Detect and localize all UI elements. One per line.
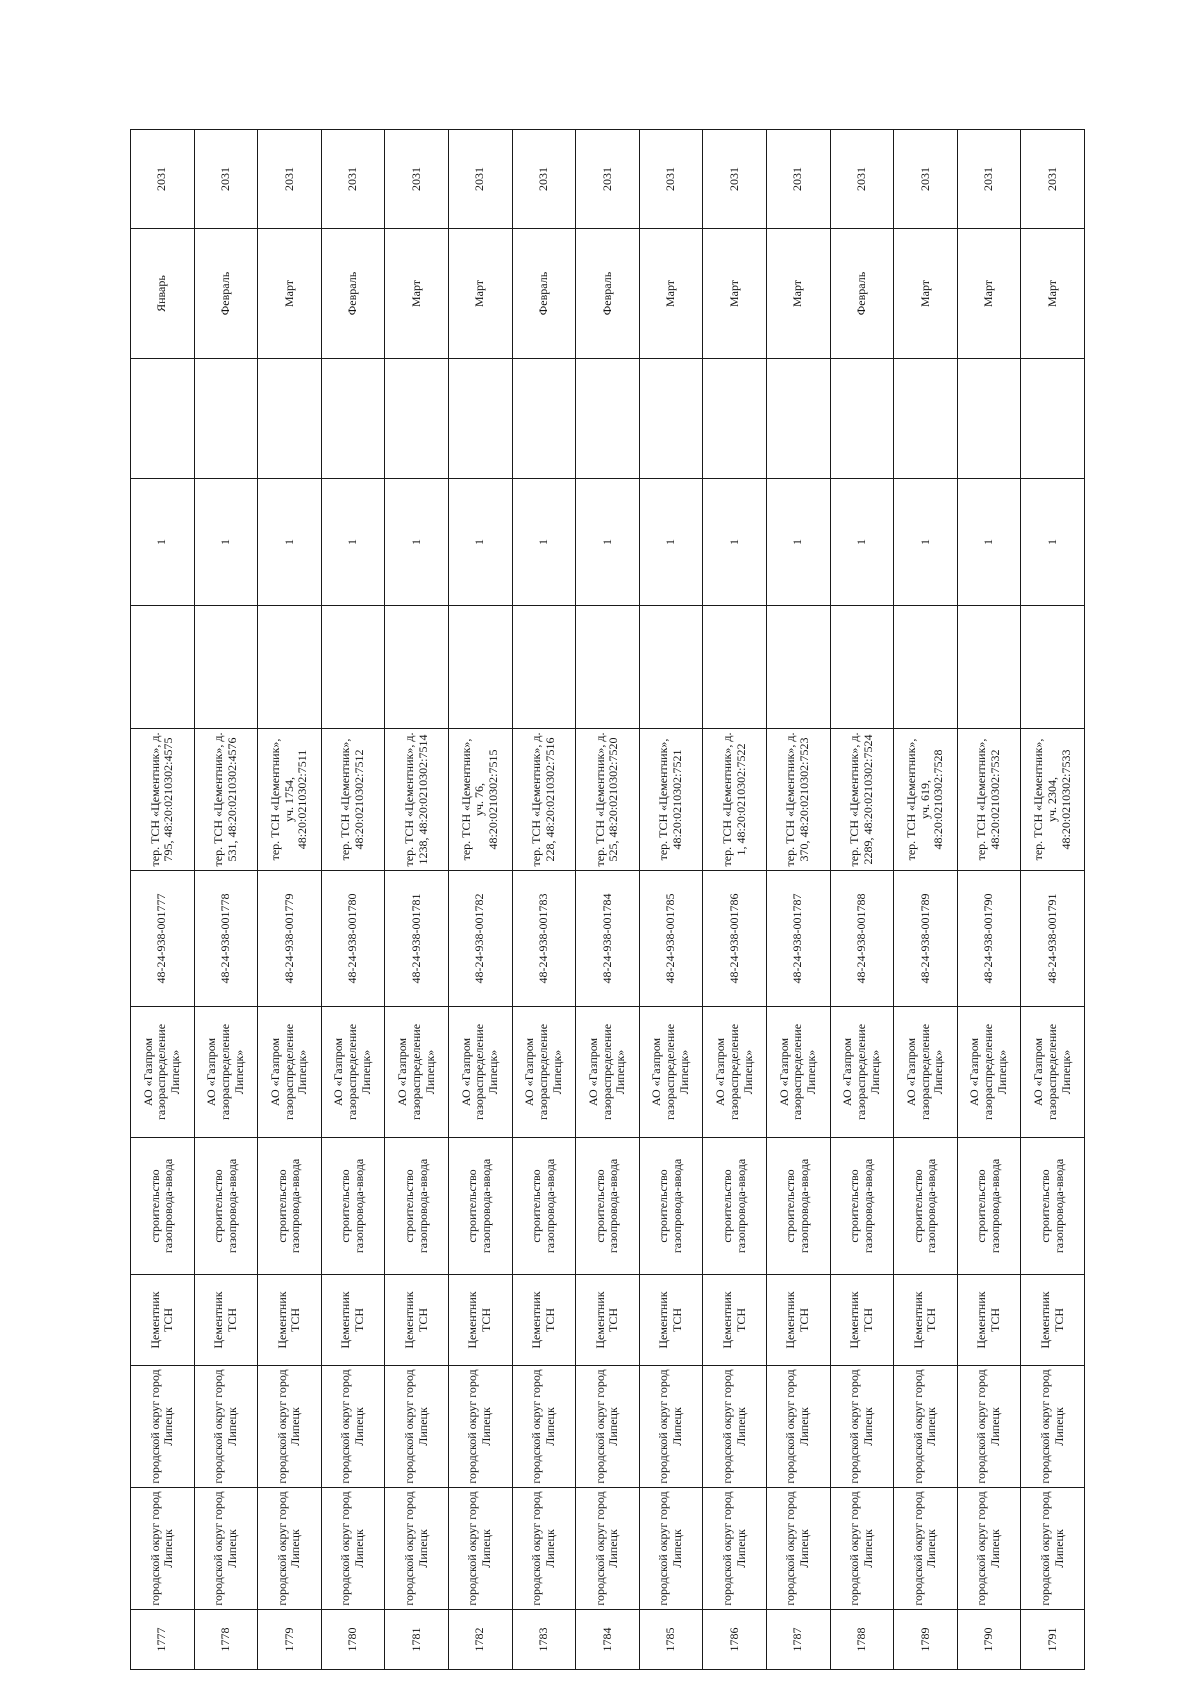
table-row (957, 130, 1021, 1670)
organization-cell: АО «Газпром газораспределение Липецк» (766, 1007, 830, 1138)
settlement-cell: городской округ город Липецк (258, 1366, 322, 1488)
settlement-cell: городской округ город Липецк (512, 1366, 576, 1488)
district-cell: городской округ город Липецк (385, 1488, 449, 1610)
empty-cell (576, 359, 640, 479)
work-type-cell: строительство газопровода-ввода (131, 1138, 195, 1275)
month-cell: Январь (131, 229, 195, 359)
district-cell: городской округ город Липецк (830, 1488, 894, 1610)
count-cell: 1 (576, 479, 640, 606)
table-row (576, 130, 640, 1670)
district-cell: городской округ город Липецк (1021, 1488, 1085, 1610)
object-code-cell: 48-24-938-001783 (512, 871, 576, 1007)
address-cell: тер. ТСН «Цементник», 48:20:0210302:7521 (639, 729, 703, 871)
organization-cell: АО «Газпром газораспределение Липецк» (194, 1007, 258, 1138)
month-cell: Март (766, 229, 830, 359)
count-cell: 1 (194, 479, 258, 606)
year-cell: 2031 (194, 130, 258, 229)
work-type-cell: строительство газопровода-ввода (258, 1138, 322, 1275)
object-code-cell: 48-24-938-001787 (766, 871, 830, 1007)
street-cell: Цементник ТСН (1021, 1275, 1085, 1366)
district-cell: городской округ город Липецк (576, 1488, 640, 1610)
empty-cell (131, 359, 195, 479)
settlement-cell: городской округ город Липецк (194, 1366, 258, 1488)
settlement-cell: городской округ город Липецк (894, 1366, 958, 1488)
count-cell: 1 (385, 479, 449, 606)
empty-cell (830, 359, 894, 479)
row-number: 1788 (830, 1610, 894, 1670)
address-cell: тер. ТСН «Цементник», д. 370, 48:20:0210302:7523 (766, 729, 830, 871)
organization-cell: АО «Газпром газораспределение Липецк» (385, 1007, 449, 1138)
empty-cell (321, 359, 385, 479)
object-code-cell: 48-24-938-001777 (131, 871, 195, 1007)
empty-cell (957, 359, 1021, 479)
row-number: 1791 (1021, 1610, 1085, 1670)
work-type-cell: строительство газопровода-ввода (512, 1138, 576, 1275)
object-code-cell: 48-24-938-001779 (258, 871, 322, 1007)
settlement-cell: городской округ город Липецк (703, 1366, 767, 1488)
organization-cell: АО «Газпром газораспределение Липецк» (703, 1007, 767, 1138)
address-cell: тер. ТСН «Цементник», уч. 619, 48:20:0210302:7528 (894, 729, 958, 871)
street-cell: Цементник ТСН (512, 1275, 576, 1366)
count-cell: 1 (448, 479, 512, 606)
year-cell: 2031 (131, 130, 195, 229)
address-cell: тер. ТСН «Цементник», уч. 1754, 48:20:0210302:7511 (258, 729, 322, 871)
table-row (703, 130, 767, 1670)
empty-cell (258, 606, 322, 729)
empty-cell (766, 606, 830, 729)
work-type-cell: строительство газопровода-ввода (321, 1138, 385, 1275)
street-cell: Цементник ТСН (321, 1275, 385, 1366)
organization-cell: АО «Газпром газораспределение Липецк» (957, 1007, 1021, 1138)
settlement-cell: городской округ город Липецк (766, 1366, 830, 1488)
empty-cell (639, 606, 703, 729)
empty-cell (131, 606, 195, 729)
object-code-cell: 48-24-938-001790 (957, 871, 1021, 1007)
empty-cell (703, 359, 767, 479)
year-cell: 2031 (830, 130, 894, 229)
work-type-cell: строительство газопровода-ввода (639, 1138, 703, 1275)
row-number: 1786 (703, 1610, 767, 1670)
empty-cell (1021, 359, 1085, 479)
street-cell: Цементник ТСН (957, 1275, 1021, 1366)
organization-cell: АО «Газпром газораспределение Липецк» (639, 1007, 703, 1138)
district-cell: городской округ город Липецк (894, 1488, 958, 1610)
row-number: 1781 (385, 1610, 449, 1670)
work-type-cell: строительство газопровода-ввода (385, 1138, 449, 1275)
address-cell: тер. ТСН «Цементник», д. 228, 48:20:0210302:7516 (512, 729, 576, 871)
month-cell: Март (448, 229, 512, 359)
work-type-cell: строительство газопровода-ввода (576, 1138, 640, 1275)
address-cell: тер. ТСН «Цементник», д. 1, 48:20:0210302:7522 (703, 729, 767, 871)
settlement-cell: городской округ город Липецк (830, 1366, 894, 1488)
settlement-cell: городской округ город Липецк (957, 1366, 1021, 1488)
count-cell: 1 (1021, 479, 1085, 606)
object-code-cell: 48-24-938-001786 (703, 871, 767, 1007)
object-code-cell: 48-24-938-001784 (576, 871, 640, 1007)
table-row (131, 130, 195, 1670)
empty-cell (194, 359, 258, 479)
empty-cell (258, 359, 322, 479)
empty-cell (957, 606, 1021, 729)
empty-cell (448, 606, 512, 729)
row-number: 1783 (512, 1610, 576, 1670)
count-cell: 1 (957, 479, 1021, 606)
organization-cell: АО «Газпром газораспределение Липецк» (321, 1007, 385, 1138)
empty-cell (194, 606, 258, 729)
year-cell: 2031 (1021, 130, 1085, 229)
street-cell: Цементник ТСН (258, 1275, 322, 1366)
empty-cell (894, 359, 958, 479)
table-row (830, 130, 894, 1670)
settlement-cell: городской округ город Липецк (639, 1366, 703, 1488)
table-row (321, 130, 385, 1670)
organization-cell: АО «Газпром газораспределение Липецк» (512, 1007, 576, 1138)
organization-cell: АО «Газпром газораспределение Липецк» (576, 1007, 640, 1138)
row-number: 1782 (448, 1610, 512, 1670)
row-number: 1787 (766, 1610, 830, 1670)
table-row (766, 130, 830, 1670)
row-number: 1790 (957, 1610, 1021, 1670)
count-cell: 1 (321, 479, 385, 606)
object-code-cell: 48-24-938-001778 (194, 871, 258, 1007)
object-code-cell: 48-24-938-001781 (385, 871, 449, 1007)
row-number: 1779 (258, 1610, 322, 1670)
year-cell: 2031 (766, 130, 830, 229)
empty-cell (703, 606, 767, 729)
district-cell: городской округ город Липецк (131, 1488, 195, 1610)
table-row (1021, 130, 1085, 1670)
count-cell: 1 (703, 479, 767, 606)
district-cell: городской округ город Липецк (321, 1488, 385, 1610)
table-row (639, 130, 703, 1670)
row-number: 1778 (194, 1610, 258, 1670)
street-cell: Цементник ТСН (639, 1275, 703, 1366)
month-cell: Март (1021, 229, 1085, 359)
year-cell: 2031 (703, 130, 767, 229)
district-cell: городской округ город Липецк (194, 1488, 258, 1610)
address-cell: тер. ТСН «Цементник», 48:20:0210302:7512 (321, 729, 385, 871)
street-cell: Цементник ТСН (830, 1275, 894, 1366)
work-type-cell: строительство газопровода-ввода (766, 1138, 830, 1275)
work-type-cell: строительство газопровода-ввода (194, 1138, 258, 1275)
empty-cell (1021, 606, 1085, 729)
settlement-cell: городской округ город Липецк (448, 1366, 512, 1488)
count-cell: 1 (639, 479, 703, 606)
address-cell: тер. ТСН «Цементник», уч. 76, 48:20:0210302:7515 (448, 729, 512, 871)
month-cell: Февраль (576, 229, 640, 359)
year-cell: 2031 (639, 130, 703, 229)
year-cell: 2031 (576, 130, 640, 229)
month-cell: Март (894, 229, 958, 359)
object-code-cell: 48-24-938-001788 (830, 871, 894, 1007)
object-code-cell: 48-24-938-001791 (1021, 871, 1085, 1007)
district-cell: городской округ город Липецк (639, 1488, 703, 1610)
year-cell: 2031 (512, 130, 576, 229)
empty-cell (830, 606, 894, 729)
count-cell: 1 (512, 479, 576, 606)
empty-cell (512, 359, 576, 479)
table-row (385, 130, 449, 1670)
count-cell: 1 (894, 479, 958, 606)
year-cell: 2031 (258, 130, 322, 229)
work-type-cell: строительство газопровода-ввода (957, 1138, 1021, 1275)
address-cell: тер. ТСН «Цементник», 48:20:0210302:7532 (957, 729, 1021, 871)
empty-cell (576, 606, 640, 729)
district-cell: городской округ город Липецк (957, 1488, 1021, 1610)
empty-cell (766, 359, 830, 479)
organization-cell: АО «Газпром газораспределение Липецк» (448, 1007, 512, 1138)
address-cell: тер. ТСН «Цементник», уч. 2304, 48:20:0210302:7533 (1021, 729, 1085, 871)
empty-cell (894, 606, 958, 729)
table-row (512, 130, 576, 1670)
organization-cell: АО «Газпром газораспределение Липецк» (131, 1007, 195, 1138)
year-cell: 2031 (448, 130, 512, 229)
address-cell: тер. ТСН «Цементник», д. 795, 48:20:0210302:4575 (131, 729, 195, 871)
address-cell: тер. ТСН «Цементник», д. 531, 48:20:0210302:4576 (194, 729, 258, 871)
table-row (448, 130, 512, 1670)
gasification-register-table (130, 129, 1085, 1670)
address-cell: тер. ТСН «Цементник», д. 525, 48:20:0210302:7520 (576, 729, 640, 871)
district-cell: городской округ город Липецк (448, 1488, 512, 1610)
organization-cell: АО «Газпром газораспределение Липецк» (894, 1007, 958, 1138)
month-cell: Март (957, 229, 1021, 359)
row-number: 1777 (131, 1610, 195, 1670)
row-number: 1785 (639, 1610, 703, 1670)
empty-cell (448, 359, 512, 479)
table-row (894, 130, 958, 1670)
street-cell: Цементник ТСН (131, 1275, 195, 1366)
table-row (258, 130, 322, 1670)
district-cell: городской округ город Липецк (258, 1488, 322, 1610)
count-cell: 1 (830, 479, 894, 606)
work-type-cell: строительство газопровода-ввода (830, 1138, 894, 1275)
address-cell: тер. ТСН «Цементник», д. 1238, 48:20:0210302:7514 (385, 729, 449, 871)
street-cell: Цементник ТСН (894, 1275, 958, 1366)
month-cell: Март (639, 229, 703, 359)
organization-cell: АО «Газпром газораспределение Липецк» (830, 1007, 894, 1138)
work-type-cell: строительство газопровода-ввода (1021, 1138, 1085, 1275)
settlement-cell: городской округ город Липецк (321, 1366, 385, 1488)
work-type-cell: строительство газопровода-ввода (894, 1138, 958, 1275)
count-cell: 1 (131, 479, 195, 606)
year-cell: 2031 (385, 130, 449, 229)
empty-cell (321, 606, 385, 729)
empty-cell (512, 606, 576, 729)
street-cell: Цементник ТСН (703, 1275, 767, 1366)
object-code-cell: 48-24-938-001780 (321, 871, 385, 1007)
settlement-cell: городской округ город Липецк (131, 1366, 195, 1488)
table-row (194, 130, 258, 1670)
street-cell: Цементник ТСН (385, 1275, 449, 1366)
object-code-cell: 48-24-938-001785 (639, 871, 703, 1007)
month-cell: Март (258, 229, 322, 359)
street-cell: Цементник ТСН (576, 1275, 640, 1366)
count-cell: 1 (258, 479, 322, 606)
month-cell: Март (385, 229, 449, 359)
rotated-page (130, 130, 1085, 1670)
object-code-cell: 48-24-938-001782 (448, 871, 512, 1007)
empty-cell (385, 359, 449, 479)
year-cell: 2031 (957, 130, 1021, 229)
settlement-cell: городской округ город Липецк (1021, 1366, 1085, 1488)
row-number: 1789 (894, 1610, 958, 1670)
month-cell: Февраль (321, 229, 385, 359)
settlement-cell: городской округ город Липецк (385, 1366, 449, 1488)
object-code-cell: 48-24-938-001789 (894, 871, 958, 1007)
work-type-cell: строительство газопровода-ввода (448, 1138, 512, 1275)
district-cell: городской округ город Липецк (766, 1488, 830, 1610)
year-cell: 2031 (321, 130, 385, 229)
organization-cell: АО «Газпром газораспределение Липецк» (1021, 1007, 1085, 1138)
month-cell: Март (703, 229, 767, 359)
district-cell: городской округ город Липецк (703, 1488, 767, 1610)
street-cell: Цементник ТСН (766, 1275, 830, 1366)
month-cell: Февраль (830, 229, 894, 359)
table-body (131, 130, 1085, 1670)
row-number: 1784 (576, 1610, 640, 1670)
row-number: 1780 (321, 1610, 385, 1670)
district-cell: городской округ город Липецк (512, 1488, 576, 1610)
street-cell: Цементник ТСН (194, 1275, 258, 1366)
count-cell: 1 (766, 479, 830, 606)
month-cell: Февраль (194, 229, 258, 359)
year-cell: 2031 (894, 130, 958, 229)
month-cell: Февраль (512, 229, 576, 359)
empty-cell (385, 606, 449, 729)
empty-cell (639, 359, 703, 479)
street-cell: Цементник ТСН (448, 1275, 512, 1366)
work-type-cell: строительство газопровода-ввода (703, 1138, 767, 1275)
organization-cell: АО «Газпром газораспределение Липецк» (258, 1007, 322, 1138)
settlement-cell: городской округ город Липецк (576, 1366, 640, 1488)
address-cell: тер. ТСН «Цементник», д. 2289, 48:20:0210302:7524 (830, 729, 894, 871)
